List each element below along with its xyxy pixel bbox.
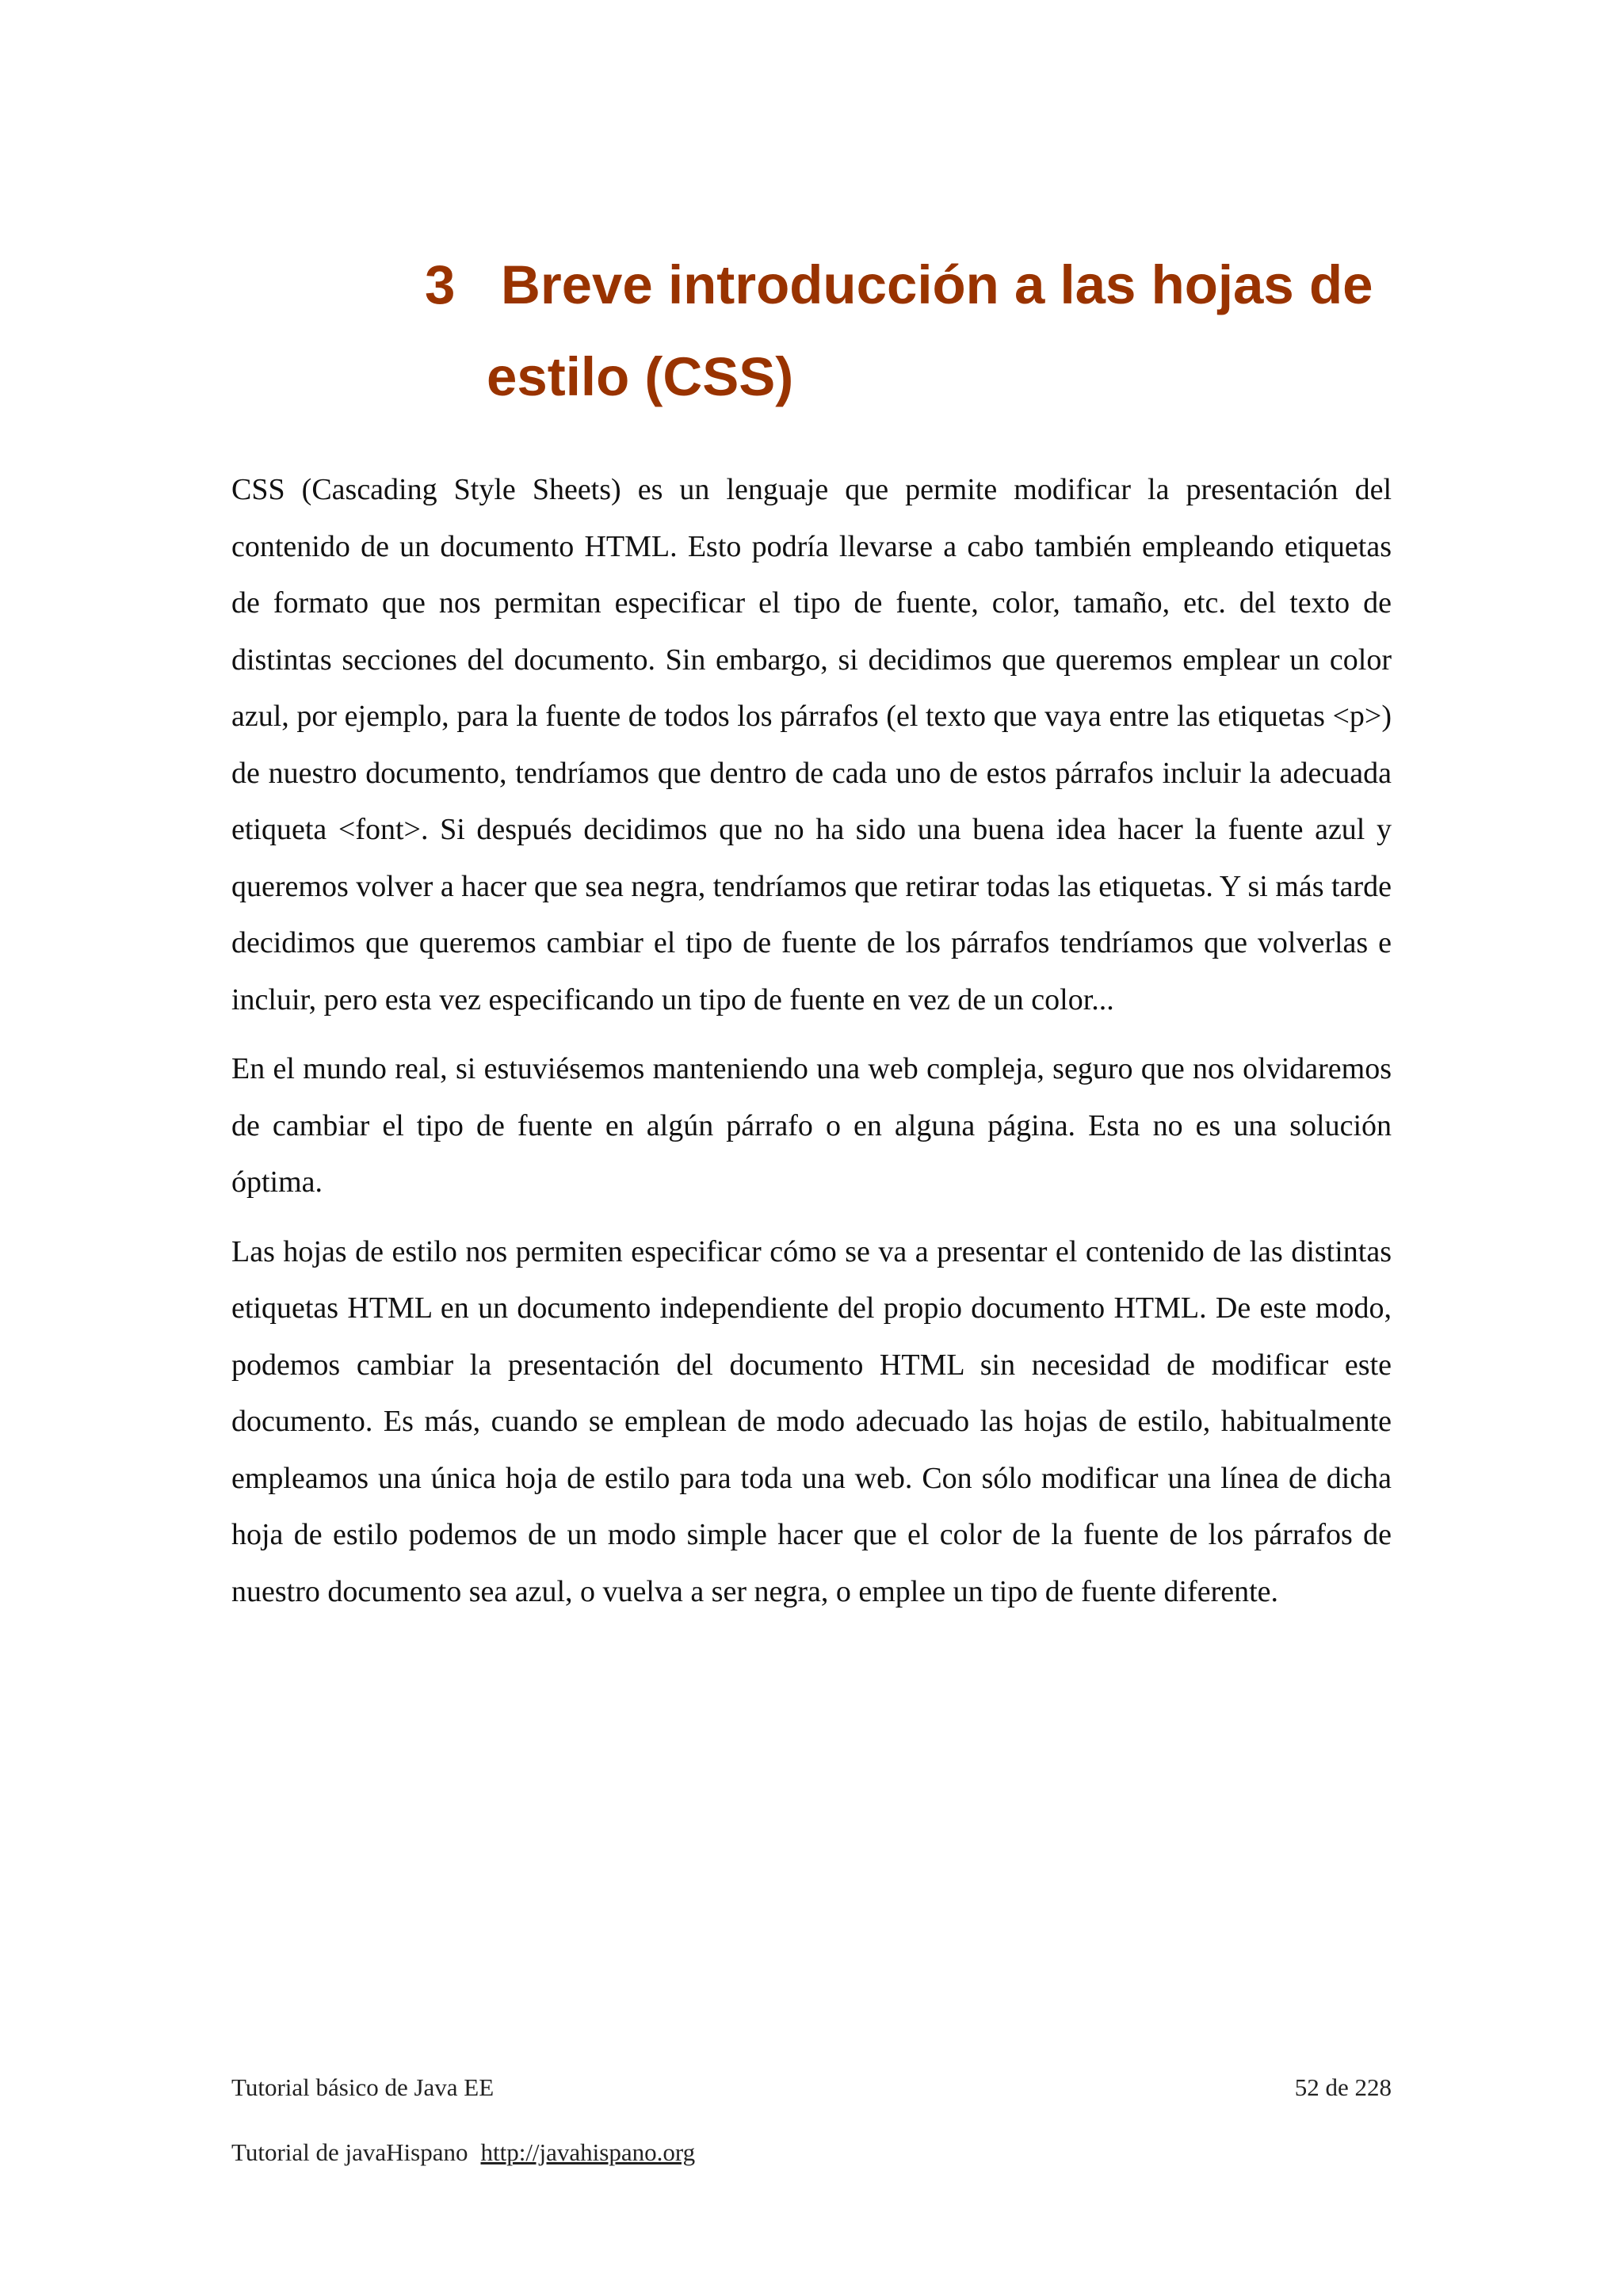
- footer-book-title: Tutorial básico de Java EE: [231, 2073, 495, 2101]
- chapter-heading: [425, 239, 1407, 423]
- chapter-title-line2: estilo (CSS): [487, 346, 794, 407]
- footer-page-indicator: [1295, 2072, 1392, 2103]
- page-separator: de: [1325, 2073, 1349, 2101]
- publisher-link[interactable]: http://javahispano.org: [480, 2138, 696, 2166]
- page-number: 52: [1294, 2073, 1319, 2101]
- paragraph: CSS (Cascading Style Sheets) es un lenguaje que permite modificar la presentación del contenido de un documento HTML. Esto podría llevarse a cabo también empleando etiquetas de formato que nos permitan especificar el tipo de fuente, color, tamaño, etc. del texto de distintas secciones del documento. Sin embargo, si decidimos que queremos emplear un color azul, por ejemplo, para la fuente de todos los párrafos (el texto que vaya entre las etiquetas <p>) de nuestro documento, tendríamos que dentro de cada uno de estos párrafos incluir la adecuada etiqueta <font>. Si después decidimos que no ha sido una buena idea hacer la fuente azul y queremos volver a hacer que sea negra, tendríamos que retirar todas las etiquetas. Y si más tarde decidimos que queremos cambiar el tipo de fuente de los párrafos tendríamos que volverlas e incluir, pero esta vez especificando un tipo de fuente en vez de un color...: [231, 473, 1392, 1016]
- paragraph: En el mundo real, si estuviésemos manteniendo una web compleja, seguro que nos olvidaremos de cambiar el tipo de fuente en algún párrafo o en alguna página. Esta no es una solución óptima.: [231, 1052, 1392, 1199]
- chapter-title-line1: Breve introducción a las hojas de: [501, 254, 1373, 315]
- footer-publisher: [231, 2137, 695, 2168]
- body-text: [231, 462, 1392, 1633]
- publisher-text: Tutorial de javaHispano: [231, 2138, 468, 2166]
- chapter-number: 3: [425, 254, 456, 315]
- paragraph: Las hojas de estilo nos permiten especificar cómo se va a presentar el contenido de las distintas etiquetas HTML en un documento independiente del propio documento HTML. De este modo, podemos cambiar la presentación del documento HTML sin necesidad de modificar este documento. Es más, cuando se emplean de modo adecuado las hojas de estilo, habitualmente empleamos una única hoja de estilo para toda una web. Con sólo modificar una línea de dicha hoja de estilo podemos de un modo simple hacer que el color de la fuente de los párrafos de nuestro documento sea azul, o vuelva a ser negra, o emplee un tipo de fuente diferente.: [231, 1234, 1392, 1608]
- page-total: 228: [1354, 2073, 1392, 2101]
